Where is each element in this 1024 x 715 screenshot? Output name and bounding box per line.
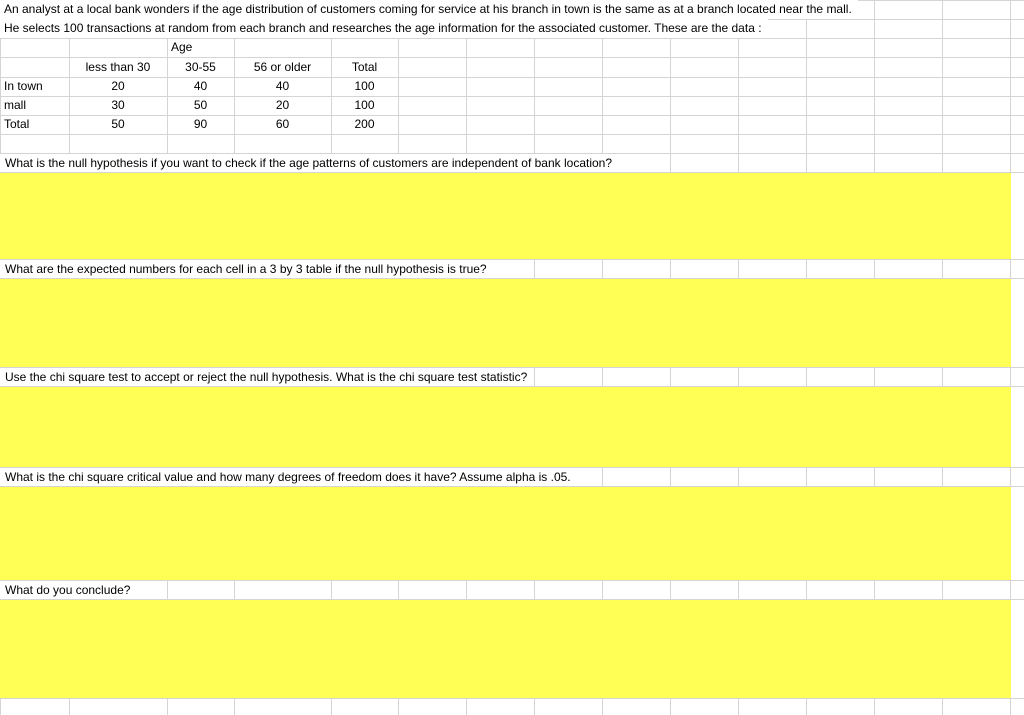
row-label: mall [4,98,27,112]
table-cell: 60 [275,117,290,131]
table-cell: 50 [111,117,125,131]
table-cell: 50 [193,98,208,112]
table-cell: 40 [193,79,208,93]
age-group-header: Age [171,40,193,54]
table-cell: 20 [111,79,125,93]
table-cell: 20 [275,98,290,112]
table-cell: 100 [354,98,375,112]
table-cell: 200 [354,117,375,131]
question-3: Use the chi square test to accept or reject the null hypothesis. What is the chi square test statistic? [0,368,527,386]
answer-area-3[interactable] [0,387,1011,467]
question-4: What is the chi square critical value and how many degrees of freedom does it have? Assume alpha is .05. [0,468,571,486]
col-header-56-or-older: 56 or older [253,60,312,74]
row-label: Total [4,117,30,131]
intro-line-2: He selects 100 transactions at random from each branch and researches the age information for the associated customer. These are the data : [0,19,768,38]
table-cell: 100 [354,79,375,93]
answer-area-2[interactable] [0,279,1011,367]
col-header-less-than-30: less than 30 [85,60,151,74]
table-cell: 40 [275,79,290,93]
question-5: What do you conclude? [0,581,130,599]
question-2: What are the expected numbers for each cell in a 3 by 3 table if the null hypothesis is true? [0,260,487,278]
intro-line-1: An analyst at a local bank wonders if the age distribution of customers coming for service at his branch in town is the same as at a branch located near the mall. [0,0,858,19]
table-cell: 90 [193,117,208,131]
table-cell: 30 [111,98,125,112]
row-label: In town [4,79,43,93]
answer-area-5[interactable] [0,600,1011,698]
answer-area-4[interactable] [0,487,1011,580]
col-header-total: Total [351,60,378,74]
col-header-30-55: 30-55 [185,60,216,74]
question-1: What is the null hypothesis if you want to check if the age patterns of customers are independent of bank location? [0,154,612,172]
answer-area-1[interactable] [0,173,1011,259]
